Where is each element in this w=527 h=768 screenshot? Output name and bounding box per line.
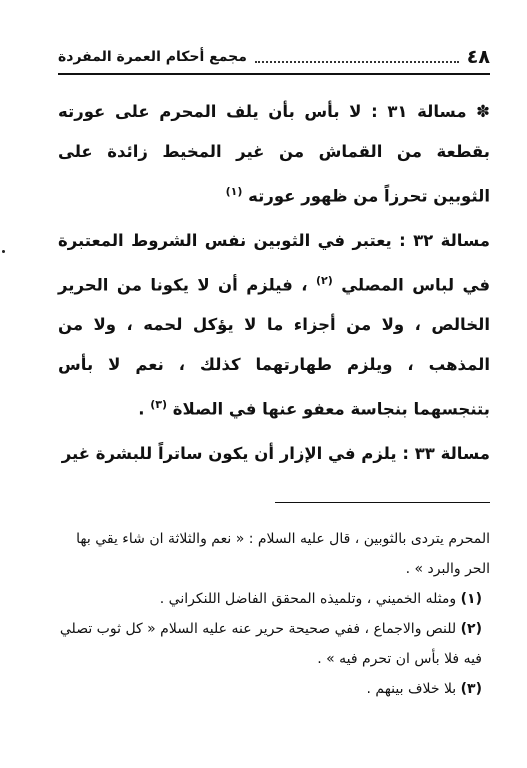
footnotes xyxy=(58,524,490,704)
running-header xyxy=(58,44,490,70)
footnote-3 xyxy=(58,674,490,704)
issue-32-paragraph xyxy=(58,221,490,430)
footnote-ref-1: (١) xyxy=(225,185,243,198)
footnote-1-text: ومثله الخميني ، وتلميذه المحقق الفاضل اللنكراني . xyxy=(159,591,457,607)
header-title: مجمع أحكام العمرة المفردة xyxy=(58,49,247,65)
footnote-1-number: (١) xyxy=(460,591,482,607)
issue-32-text-b: ، فيلزم أن لا يكونا من الحرير الخالص ، ولا من أجزاء ما لا يؤكل لحمه ، ولا من المذهب ، ويلزم طهارتهما كذلك ، نعم لا بأس بتنجسهما بنجاسة معفو عنها في الصلاة xyxy=(58,275,490,419)
issue-31-paragraph xyxy=(58,92,490,217)
issue-31-label: ✽ مسالة ٣١ : xyxy=(371,102,491,121)
footnote-2 xyxy=(58,614,490,674)
footnote-separator xyxy=(275,502,490,503)
issue-33-paragraph xyxy=(58,434,490,474)
footnote-1 xyxy=(58,584,490,614)
issue-32-label: مسالة ٣٢ : xyxy=(399,230,491,250)
issue-31-text: لا بأس بأن يلف المحرم على عورته بقطعة من القماش من غير المخيط زائدة على الثوبين تحرزاً من ظهور عورته xyxy=(58,102,490,206)
issue-33-text: يلزم في الإزار أن يكون ساتراً للبشرة غير xyxy=(61,443,397,463)
header-rule xyxy=(58,73,490,75)
issue-33-label: مسالة ٣٣ : xyxy=(402,443,490,463)
footnote-ref-3: (٣) xyxy=(150,398,168,411)
scan-speck xyxy=(2,250,5,253)
footnote-continuation: المحرم يتردى بالثوبين ، قال عليه السلام : « نعم والثلاثة ان شاء يقي بها الحر والبرد » . xyxy=(76,531,490,577)
footnote-2-number: (٢) xyxy=(460,621,482,637)
issue-32-text-a: يعتبر في الثوبين نفس الشروط المعتبرة في لباس المصلي xyxy=(58,230,491,294)
footnote-2-text: للنص والاجماع ، ففي صحيحة حرير عنه عليه السلام « كل ثوب تصلي فيه فلا بأس ان تحرم فيه » . xyxy=(59,621,482,667)
header-dot-leader xyxy=(255,51,459,63)
page-number: ٤٨ xyxy=(466,46,490,68)
main-text xyxy=(58,92,490,478)
issue-32-end: . xyxy=(138,399,145,419)
footnote-3-text: بلا خلاف بينهم . xyxy=(366,681,457,697)
footnote-3-number: (٣) xyxy=(460,681,482,697)
footnote-ref-2: (٢) xyxy=(315,273,333,287)
